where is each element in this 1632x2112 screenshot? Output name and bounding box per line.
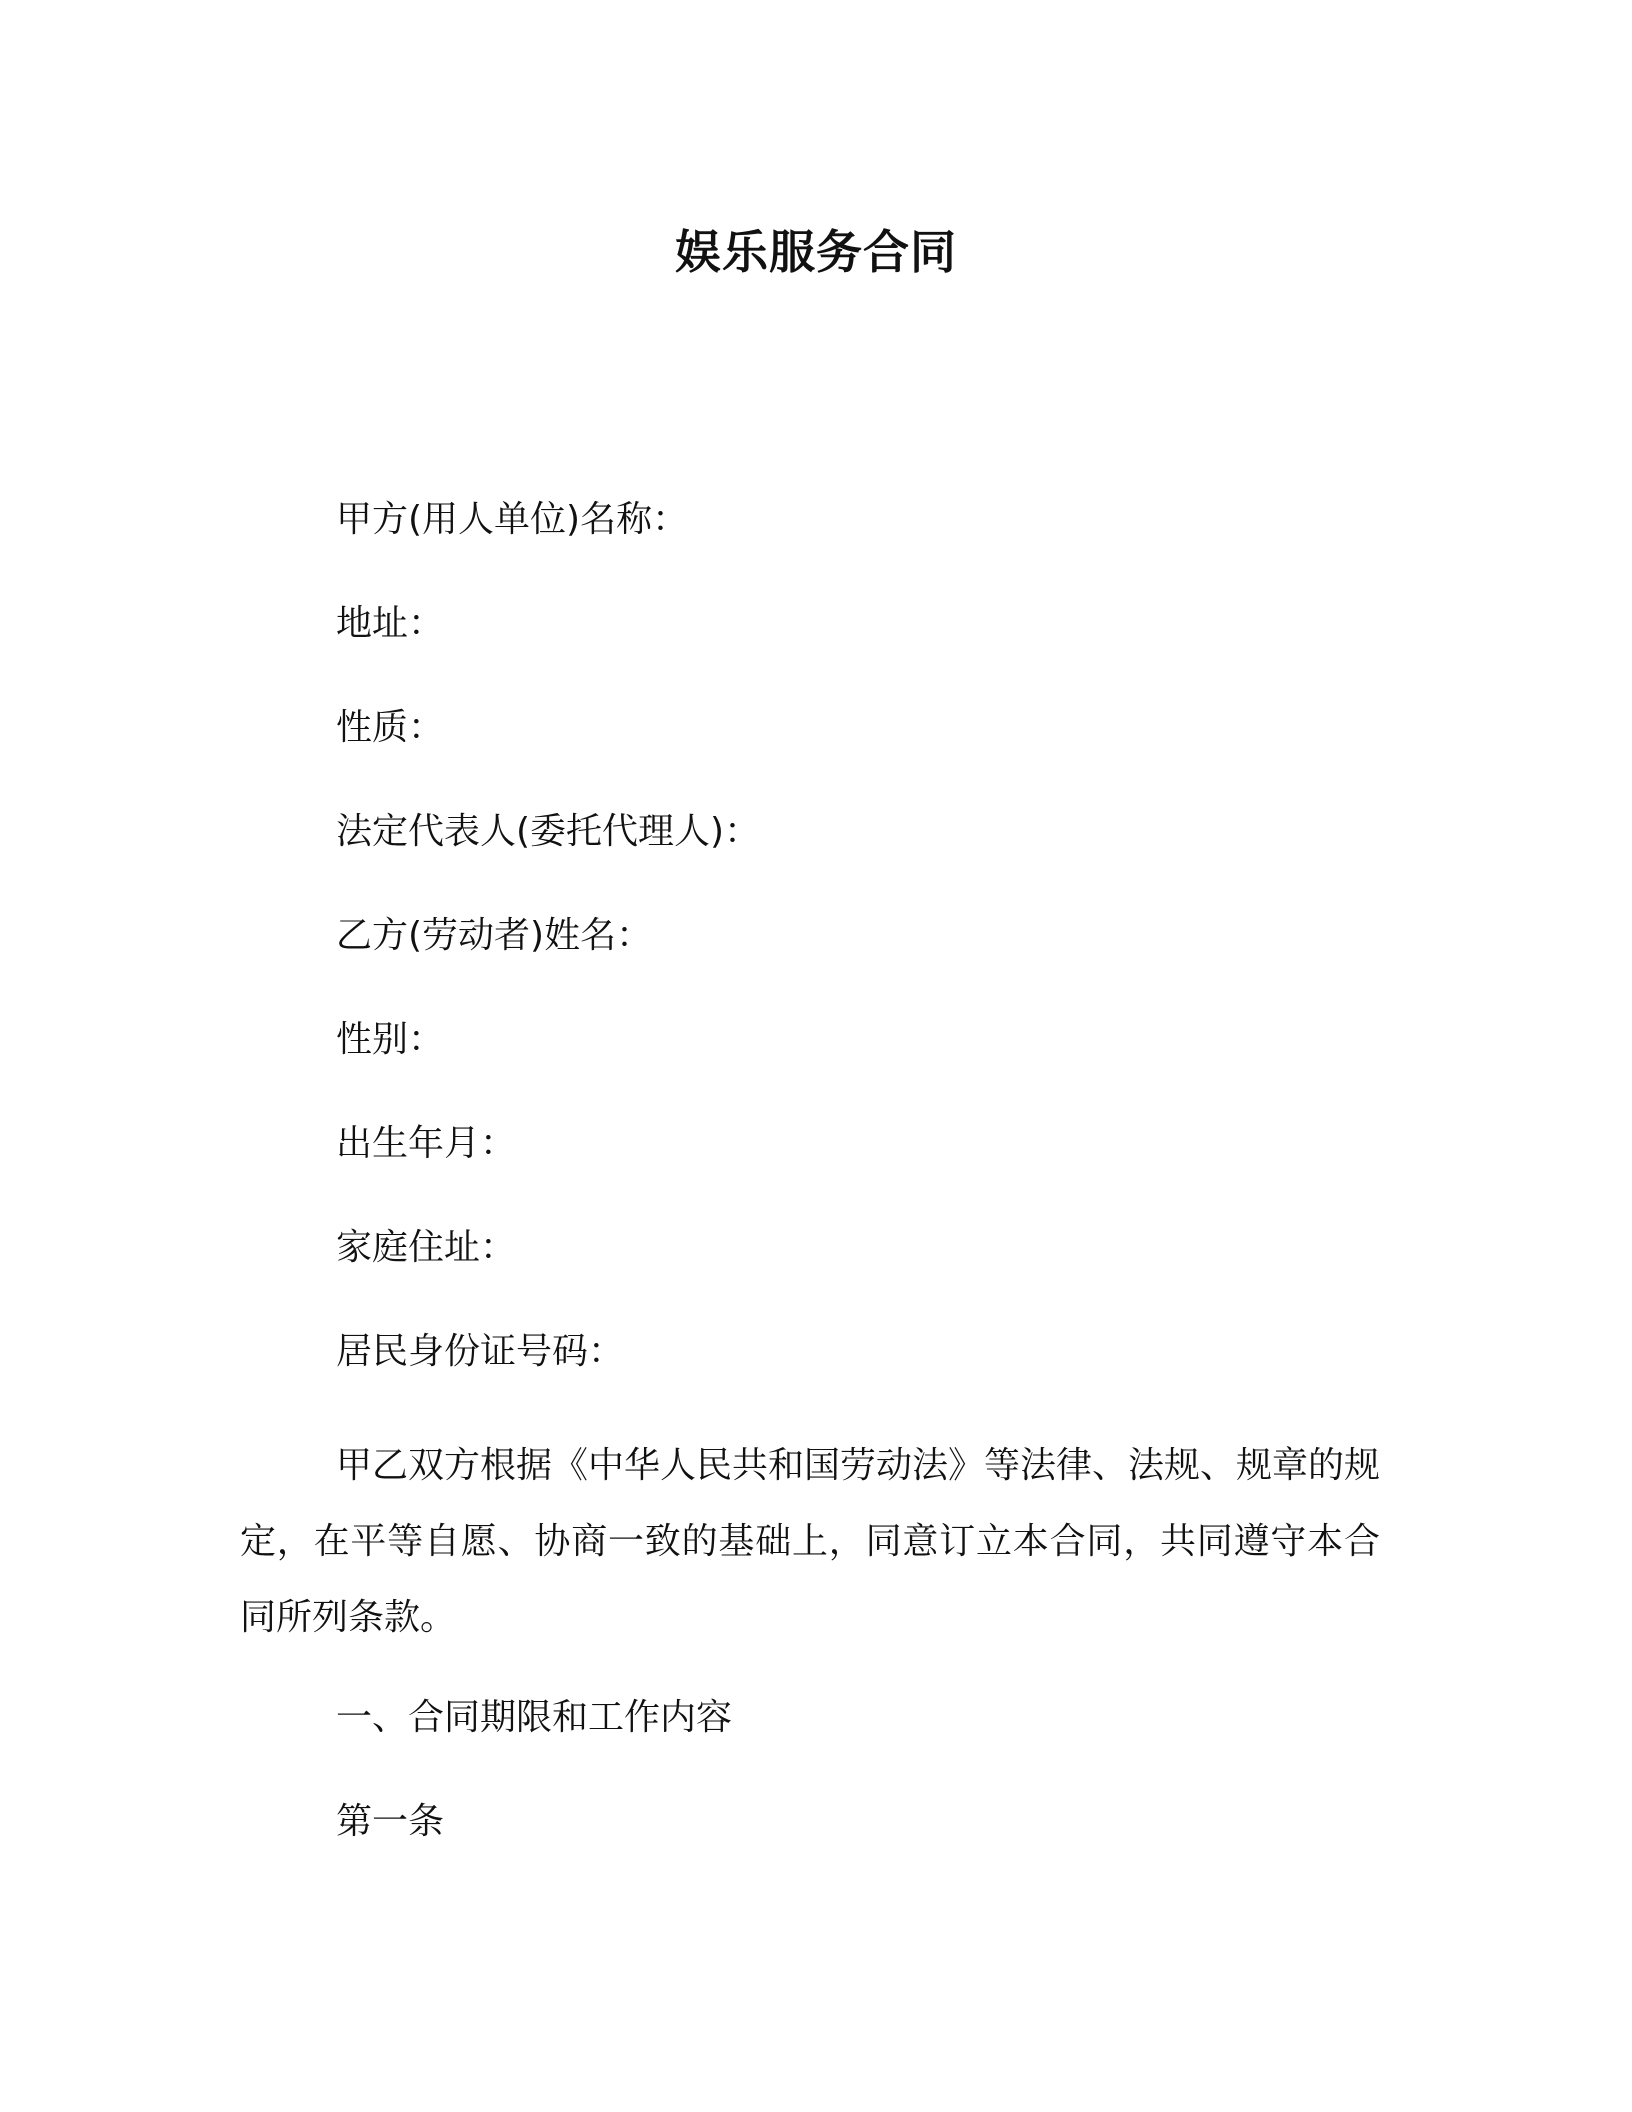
field-id-number: 居民身份证号码： — [336, 1331, 625, 1372]
section-heading: 一、合同期限和工作内容 — [336, 1697, 733, 1738]
field-legal-representative: 法定代表人(委托代理人)： — [336, 811, 761, 852]
field-home-address: 家庭住址： — [336, 1227, 517, 1268]
field-gender: 性别： — [336, 1019, 445, 1060]
page-title: 娱乐服务合同 — [675, 225, 957, 279]
field-party-b-name: 乙方(劳动者)姓名： — [336, 915, 653, 956]
party-info-fields — [336, 490, 760, 1426]
article-label: 第一条 — [336, 1801, 445, 1842]
field-address: 地址： — [336, 603, 445, 644]
intro-paragraph: 甲乙双方根据《中华人民共和国劳动法》等法律、法规、规章的规定，在平等自愿、协商一致的基础上，同意订立本合同，共同遵守本合同所列条款。 — [240, 1445, 1381, 1638]
field-party-a-name: 甲方(用人单位)名称： — [336, 499, 689, 540]
field-nature: 性质： — [336, 707, 445, 748]
field-birth-date: 出生年月： — [336, 1123, 517, 1164]
